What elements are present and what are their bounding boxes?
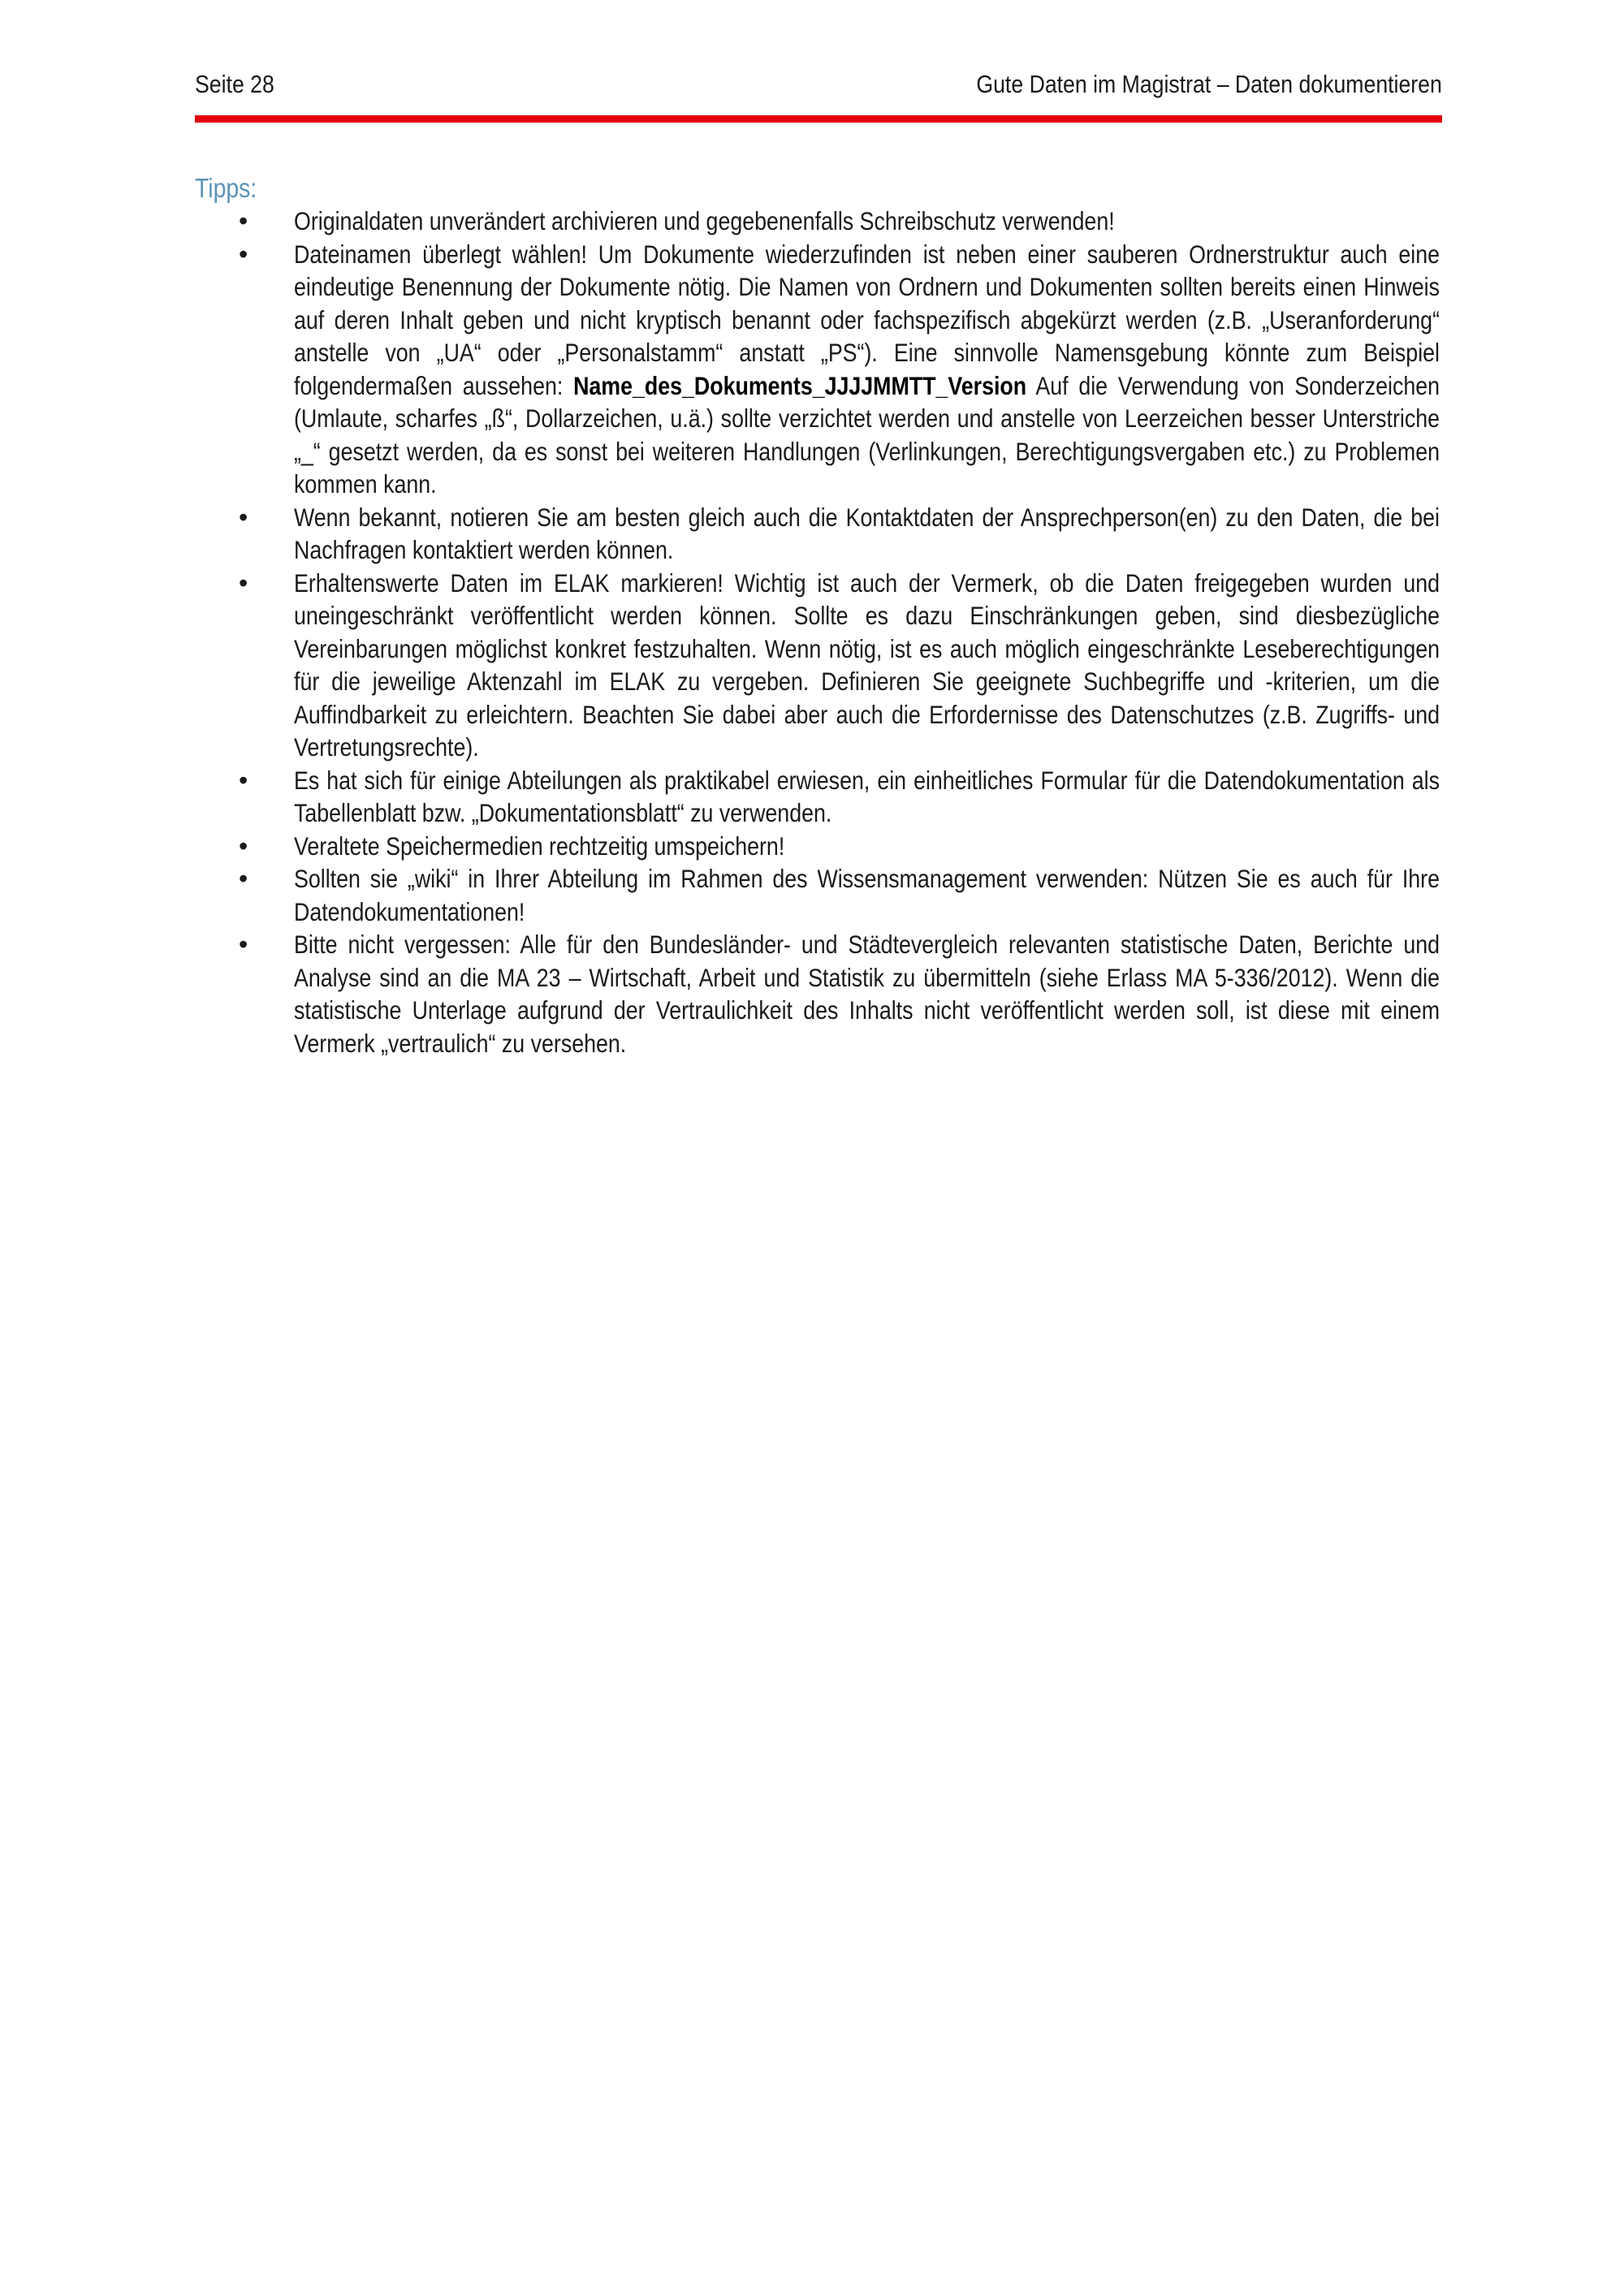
page-header [195, 67, 1442, 102]
tip-text: Originaldaten unverändert archivieren und gegebenenfalls Schreibschutz verwenden! [294, 206, 1115, 235]
tip-speichermedien [0, 830, 1624, 863]
tip-formular [0, 764, 1624, 830]
tip-statistik [0, 928, 1624, 1060]
tip-dateinamen [0, 238, 1624, 501]
filename-pattern: Name_des_Dokuments_JJJJMMTT_Version [573, 370, 1027, 400]
bullet-icon: • [239, 765, 248, 795]
tip-text: Wenn bekannt, notieren Sie am besten gleich auch die Kontaktdaten der Ansprechperson(en) zu den Daten, die bei Nachfragen kontaktiert werden können. [294, 502, 1440, 564]
tip-text: Sollten sie „wiki“ in Ihrer Abteilung im Rahmen des Wissensmanagement verwenden: Nützen Sie es auch für Ihre Datendokumentationen! [294, 864, 1440, 926]
tip-text: Erhaltenswerte Daten im ELAK markieren! Wichtig ist auch der Vermerk, ob die Daten freigegeben wurden und uneingeschränkt veröffentlicht werden können. Sollte es dazu Einschränkungen geben, sind diesbezügliche Vereinbarungen möglichst konkret festzuhalten. Wenn nötig, ist es auch möglich eingeschränkte Leseberechtigungen für die jeweilige Aktenzahl im ELAK zu vergeben. Definieren Sie geeignete Suchbegriffe und -kriterien, um die Auffindbarkeit zu erleichtern. Beachten Sie dabei aber auch die Erfordernisse des Datenschutzes (z.B. Zugriffs- und Vertretungsrechte). [294, 568, 1440, 762]
bullet-icon: • [239, 930, 248, 959]
tip-text: Bitte nicht vergessen: Alle für den Bundesländer- und Städtevergleich relevanten statistische Daten, Berichte und Analyse sind an die MA 23 – Wirtschaft, Arbeit und Statistik zu übermitteln (siehe Erlass MA 5-336/2012). Wenn die statistische Unterlage aufgrund der Vertraulichkeit des Inhalts nicht veröffentlicht werden soll, ist diese mit einem Vermerk „vertraulich“ zu versehen. [294, 930, 1440, 1058]
bullet-icon: • [239, 239, 248, 269]
tip-wiki [0, 862, 1624, 928]
tip-kontaktdaten [0, 501, 1624, 567]
tips-heading: Tipps: [195, 173, 257, 203]
tip-text-part: Dateinamen überlegt wählen! Um Dokumente wiederzufinden ist neben einer sauberen Ordnerstruktur auch eine eindeutige Benennung der Dokumente nötig. Die Namen von Ordnern und Dokumenten sollten bereits einen Hinweis auf deren Inhalt geben und nicht kryptisch benannt oder fachspezifisch abgekürzt werden (z.B. „Useranforderung“ anstelle von „UA“ oder „Personalstamm“ anstatt „PS“). Eine sinnvolle Namensgebung könnte zum Beispiel folgendermaßen aussehen: [294, 239, 1440, 400]
bullet-icon: • [239, 831, 248, 861]
tip-elak [0, 567, 1624, 764]
bullet-icon: • [239, 864, 248, 893]
tip-text: Veraltete Speichermedien rechtzeitig umspeichern! [294, 831, 785, 861]
bullet-icon: • [239, 502, 248, 532]
tip-text-part: Auf die Verwendung von Sonderzeichen (Umlaute, scharfes „ß“, Dollarzeichen, u.ä.) sollte verzichtet werden und anstelle von Leerzeichen besser Unterstriche „_“ gesetzt werden, da es sonst bei weiteren Handlungen (Verlinkungen, Berechtigungsvergaben etc.) zu Problemen kommen kann. [294, 370, 1440, 498]
tips-list [0, 205, 1624, 1060]
tip-originaldaten [0, 205, 1624, 238]
tip-text: Es hat sich für einige Abteilungen als praktikabel erwiesen, ein einheitliches Formular für die Datendokumentation als Tabellenblatt bzw. „Dokumentationsblatt“ zu verwenden. [294, 765, 1440, 827]
bullet-icon: • [239, 568, 248, 598]
header-rule [195, 115, 1442, 123]
document-title: Gute Daten im Magistrat – Daten dokumentieren [976, 70, 1442, 98]
tip-text [294, 238, 1440, 501]
bullet-icon: • [239, 206, 248, 235]
page-number: Seite 28 [195, 70, 274, 98]
